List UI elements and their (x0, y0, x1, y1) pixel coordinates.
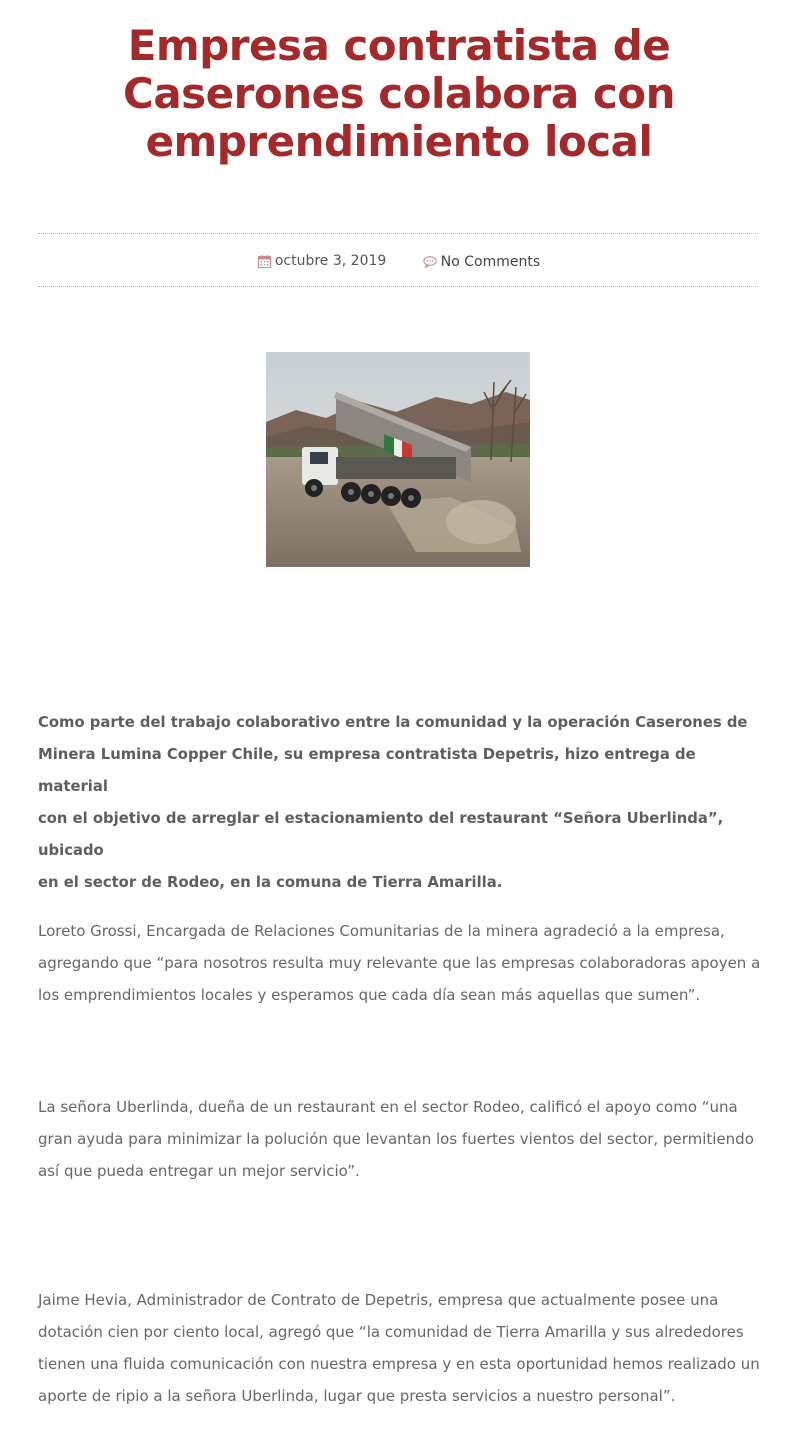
text-line: así que pueda entregar un mejor servicio”. (38, 1162, 360, 1180)
text-line: Loreto Grossi, Encargada de Relaciones Comunitarias de la minera agradeció a la empresa, (38, 922, 725, 940)
text-line: Como parte del trabajo colaborativo entre la comunidad y la operación Caserones de (38, 714, 748, 731)
calendar-icon (258, 255, 271, 268)
post-title-line: Empresa contratista de (127, 21, 671, 70)
comments-link-text[interactable]: No Comments (440, 253, 541, 270)
featured-image (266, 352, 530, 567)
post-title-line: emprendimiento local (145, 117, 653, 166)
text-line: Minera Lumina Copper Chile, su empresa contratista Depetris, hizo entrega de material (38, 746, 696, 795)
body-paragraph (38, 1091, 762, 1187)
body-paragraph (38, 1284, 762, 1412)
post-title (0, 22, 798, 166)
text-line: Jaime Hevia, Administrador de Contrato de Depetris, empresa que actualmente posee una (38, 1291, 719, 1309)
comment-bubble-icon (423, 256, 437, 268)
dump-truck-photo (266, 352, 530, 567)
post-date-text: octubre 3, 2019 (274, 253, 387, 269)
text-line: aporte de ripio a la señora Uberlinda, lugar que presta servicios a nuestro personal”. (38, 1387, 676, 1405)
post-date (258, 250, 386, 272)
text-line: con el objetivo de arreglar el estacionamiento del restaurant “Señora Uberlinda”, ubicado (38, 810, 724, 859)
body-paragraph (38, 915, 762, 1011)
text-line: agregando que “para nosotros resulta muy relevante que las empresas colaboradoras apoyen a (38, 954, 761, 972)
text-line: gran ayuda para minimizar la polución que levantan los fuertes vientos del sector, permitiendo (38, 1130, 754, 1148)
text-line: en el sector de Rodeo, en la comuna de Tierra Amarilla. (38, 874, 503, 891)
comments-link[interactable] (423, 251, 540, 273)
text-line: los emprendimientos locales y esperamos que cada día sean más aquellas que sumen”. (38, 986, 701, 1004)
meta-bottom-divider (38, 286, 758, 287)
text-line: La señora Uberlinda, dueña de un restaurant en el sector Rodeo, calificó el apoyo como “una (38, 1098, 738, 1116)
text-line: dotación cien por ciento local, agregó que “la comunidad de Tierra Amarilla y sus alrededores (38, 1323, 744, 1341)
post-title-line: Caserones colabora con (123, 69, 675, 118)
text-line: tienen una fluida comunicación con nuestra empresa y en esta oportunidad hemos realizado un (38, 1355, 760, 1373)
post-meta (0, 250, 798, 272)
lead-paragraph (38, 707, 762, 899)
meta-top-divider (38, 233, 758, 234)
